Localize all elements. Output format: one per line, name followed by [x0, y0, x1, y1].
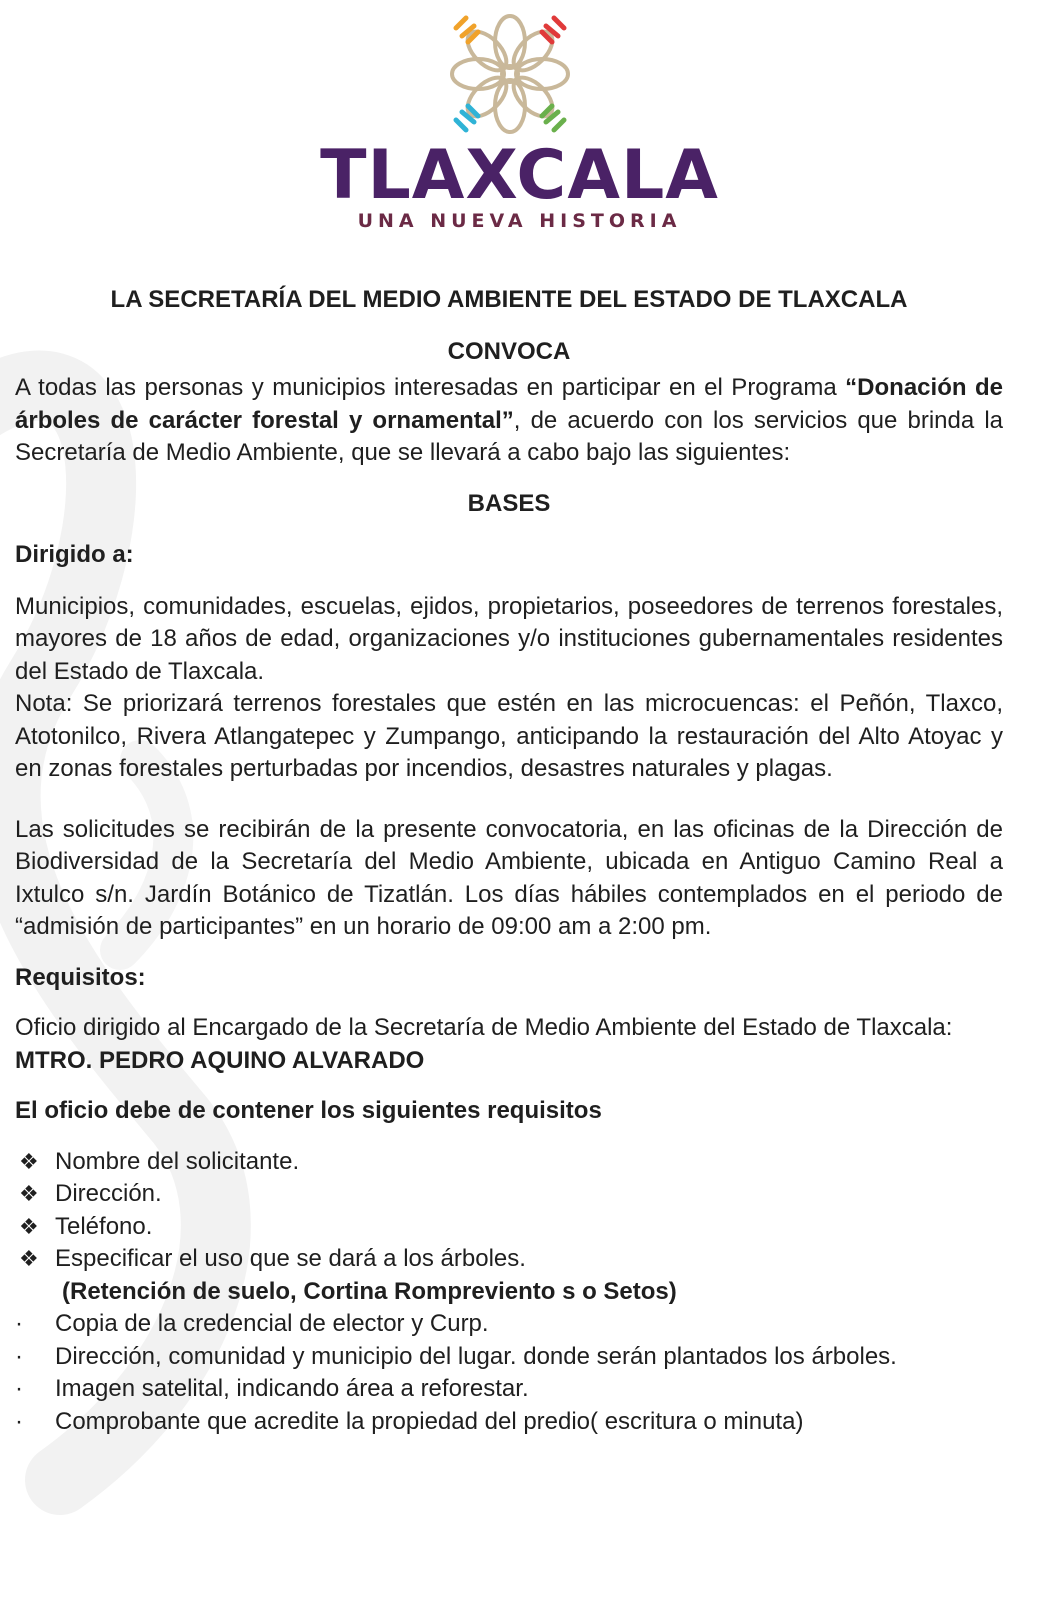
list-item: ❖ Especificar el uso que se dará a los árboles. [15, 1243, 1003, 1276]
document-heading: LA SECRETARÍA DEL MEDIO AMBIENTE DEL ESTADO DE TLAXCALA [110, 286, 908, 313]
oficio-recipient-name: MTRO. PEDRO AQUINO ALVARADO [15, 1046, 425, 1074]
diamond-requirements-list [15, 1146, 1003, 1276]
convoca-heading: CONVOCA [447, 337, 571, 365]
list-item: ❖ Dirección. [15, 1178, 1003, 1211]
intro-text-start: A todas las personas y municipios interesadas en participar en el Programa [15, 374, 846, 401]
dot-bullet-icon: · [15, 1375, 23, 1402]
diamond-bullet-icon: ❖ [19, 1181, 39, 1206]
document-body [15, 284, 1003, 1438]
list-item: · Imagen satelital, indicando área a reforestar. [15, 1373, 1003, 1406]
intro-paragraph [15, 372, 1003, 470]
diamond-bullet-icon: ❖ [19, 1148, 39, 1174]
solicitudes-paragraph: Las solicitudes se recibirán de la presente convocatoria, en las oficinas de la Dirección de Biodiversidad de la Secretaría del Medio Ambiente, ubicada en Antiguo Camino Real a Ixtulco s/n. Jardín Botánico de Tizatlán. Los días hábiles contemplados en el periodo de “admisión de participantes” en un horario de 09:00 am a 2:00 pm. [15, 815, 1003, 940]
oficio-requirements-heading: El oficio debe de contener los siguientes requisitos [15, 1097, 602, 1124]
nota-paragraph: Nota: Se priorizará terrenos forestales que estén en las microcuencas: el Peñón, Tlaxco, Atotonilco, Rivera Atlangatepec y Zumpango, anticipando la restauración del Alto Atoyac y en zonas forestales perturbadas por incendios, desastres naturales y plagas. [15, 690, 1003, 782]
brand-tagline: UNA NUEVA HISTORIA [357, 210, 682, 232]
dot-bullet-icon: · [15, 1342, 23, 1370]
list-item: ❖ Nombre del solicitante. [15, 1146, 1003, 1179]
list-item: · Comprobante que acredite la propiedad del predio( escritura o minuta) [15, 1406, 1003, 1439]
dot-bullet-icon: · [15, 1310, 23, 1337]
uso-note: (Retención de suelo, Cortina Rompreviento s o Setos) [62, 1277, 677, 1305]
diamond-bullet-icon: ❖ [19, 1213, 39, 1239]
program-name: “Donación de árboles de carácter forestal y ornamental” [15, 374, 1003, 434]
oficio-text: Oficio dirigido al Encargado de la Secretaría de Medio Ambiente del Estado de Tlaxcala: [15, 1014, 953, 1041]
intro-text-end: , de acuerdo con los servicios que brinda la Secretaría de Medio Ambiente, que se llevará a cabo bajo las siguientes: [15, 406, 1003, 466]
list-item: ❖ Teléfono. [15, 1211, 1003, 1244]
tlaxcala-flower-logo-icon [440, 4, 580, 144]
dirigido-paragraph: Municipios, comunidades, escuelas, ejidos, propietarios, poseedores de terrenos forestales, mayores de 18 años de edad, organizaciones y/o instituciones gubernamentales residentes del Estado de Tlaxcala. [15, 592, 1003, 685]
oficio-paragraph [15, 1012, 1003, 1077]
list-item: · Copia de la credencial de elector y Curp. [15, 1308, 1003, 1341]
dirigido-heading: Dirigido a: [15, 541, 134, 568]
list-item: · Dirección, comunidad y municipio del lugar. donde serán plantados los árboles. [15, 1341, 1003, 1374]
brand-wordmark: TLAXCALA [320, 136, 719, 215]
header-logo [0, 0, 1039, 250]
diamond-bullet-icon: ❖ [19, 1246, 39, 1271]
bases-heading: BASES [467, 489, 551, 517]
requisitos-heading: Requisitos: [15, 963, 146, 991]
dot-requirements-list [15, 1308, 1003, 1438]
dot-bullet-icon: · [15, 1407, 23, 1435]
